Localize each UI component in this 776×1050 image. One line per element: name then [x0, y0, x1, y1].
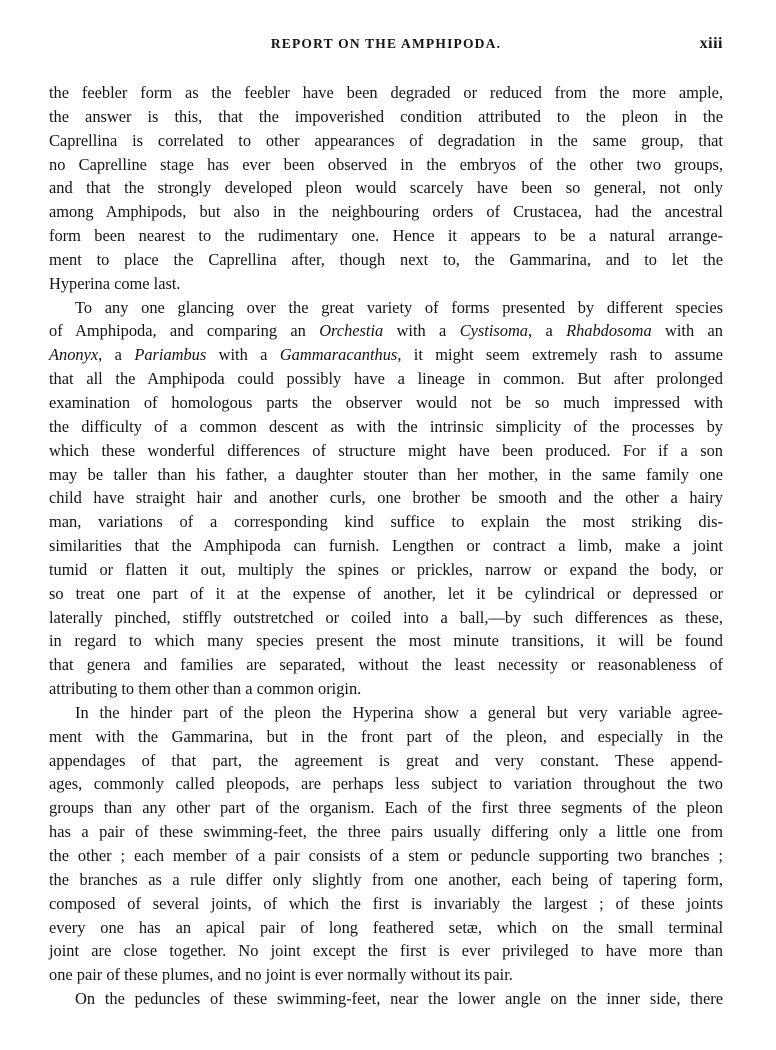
text-line: and that the strongly developed pleon would scarcely have been so general, not only: [49, 178, 723, 198]
text-line: the branches as a rule differ only slightly from one another, each being of tapering form,: [49, 869, 723, 889]
text-line: ment to place the Caprellina after, though next to, the Gammarina, and to let the: [49, 249, 723, 269]
text-line: Hyperina come last.: [49, 273, 181, 293]
text-line: appendages of that part, the agreement is great and very constant. These append-: [49, 750, 723, 770]
text-line: the other ; each member of a pair consists of a stem or peduncle supporting two branches ;: [49, 846, 723, 865]
taxon-name: Orchestia: [319, 321, 384, 341]
paragraph: [49, 296, 723, 701]
text-line: the difficulty of a common descent as with the intrinsic simplicity of the processes by: [49, 416, 723, 436]
text-line: which these wonderful differences of structure might have been produced. For if a son: [49, 440, 723, 460]
text-line: ages, commonly called pleopods, are perhaps less subject to variation throughout the two: [49, 774, 723, 794]
text-line: one pair of these plumes, and no joint is ever normally without its pair.: [49, 965, 513, 985]
document-page: [49, 30, 723, 1011]
text-line: similarities that the Amphipoda can furnish. Lengthen or contract a limb, make a joint: [49, 536, 723, 556]
taxon-name: Pariambus: [134, 345, 207, 365]
text-line: Caprellina is correlated to other appearances of degradation in the same group, that: [49, 130, 723, 150]
text-line: joint are close together. No joint except the first is ever privileged to have more than: [49, 941, 723, 961]
text-line: composed of several joints, of which the first is invariably the largest ; of these joints: [49, 893, 723, 913]
text-line: On the peduncles of these swimming-feet, near the lower angle on the inner side, there: [75, 989, 723, 1009]
text-line: so treat one part of it at the expense of another, let it be cylindrical or depressed or: [49, 583, 723, 603]
body-text: [49, 81, 723, 1011]
text-line: has a pair of these swimming-feet, the three pairs usually differing only a little one from: [49, 822, 723, 842]
paragraph: [49, 701, 723, 987]
text-line: laterally pinched, stiffly outstretched or coiled into a ball,—by such differences as these,: [49, 607, 723, 627]
taxon-name: Gammaracanthus: [279, 345, 398, 365]
text-line: the feebler form as the feebler have been degraded or reduced from the more ample,: [49, 83, 723, 102]
taxon-name: Cystisoma: [459, 321, 528, 341]
running-header: [49, 30, 723, 56]
text-line: tumid or flatten it out, multiply the spines or prickles, narrow or expand the body, or: [49, 559, 723, 579]
text-line: that genera and families are separated, without the least necessity or reasonableness of: [49, 655, 723, 675]
running-title: REPORT ON THE AMPHIPODA.: [270, 36, 502, 51]
text-line: in regard to which many species present the most minute transitions, it will be found: [49, 631, 723, 651]
text-line: that all the Amphipoda could possibly have a lineage in common. But after prolonged: [49, 369, 723, 389]
text-line: may be taller than his father, a daughter stouter than her mother, in the same family one: [49, 464, 723, 484]
text-line: In the hinder part of the pleon the Hyperina show a general but very variable agree-: [75, 702, 723, 722]
text-line: attributing to them other than a common origin.: [49, 679, 362, 699]
taxon-name: Rhabdosoma: [566, 321, 652, 341]
taxon-name: Anonyx: [49, 345, 99, 365]
text-line: Anonyx, a Pariambus with a Gammaracanthus, it might seem extremely rash to assume: [49, 345, 723, 365]
text-line: groups than any other part of the organism. Each of the first three segments of the pleon: [49, 798, 723, 818]
text-line: ment with the Gammarina, but in the front part of the pleon, and especially in the: [49, 726, 723, 746]
text-line: child have straight hair and another curls, one brother be smooth and the other a hairy: [49, 488, 723, 508]
text-line: the answer is this, that the impoverished condition attributed to the pleon in the: [49, 106, 723, 126]
text-line: no Caprelline stage has ever been observed in the embryos of the other two groups,: [49, 154, 723, 174]
text-line: among Amphipods, but also in the neighbouring orders of Crustacea, had the ancestral: [49, 202, 723, 222]
page-number: xiii: [699, 35, 723, 52]
text-line: form been nearest to the rudimentary one. Hence it appears to be a natural arrange-: [49, 226, 723, 246]
text-line: man, variations of a corresponding kind suffice to explain the most striking dis-: [49, 512, 723, 532]
text-line: every one has an apical pair of long feathered setæ, which on the small terminal: [49, 917, 723, 937]
text-line: of Amphipoda, and comparing an Orchestia with a Cystisoma, a Rhabdosoma with an: [49, 321, 723, 341]
text-line: To any one glancing over the great variety of forms presented by different species: [75, 297, 723, 317]
paragraph: [49, 987, 723, 1011]
text-line: examination of homologous parts the observer would not be so much impressed with: [49, 392, 723, 412]
paragraph: [49, 81, 723, 296]
